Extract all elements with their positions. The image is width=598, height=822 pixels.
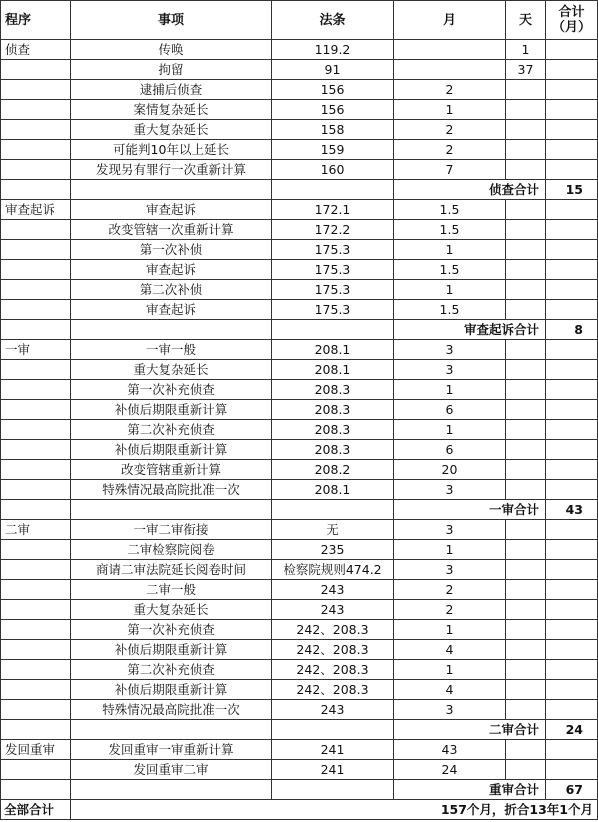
cell-item: 一审一般 [71,340,272,360]
cell-day [506,680,546,700]
cell-procedure: 一审 [1,340,71,360]
cell-item: 二审检察院阅卷 [71,540,272,560]
subtotal-empty-law [272,780,394,800]
table-row [1,600,598,620]
grand-total-value: 157个月，折合13年1个月 [71,800,598,820]
cell-procedure [1,580,71,600]
table-row [1,260,598,280]
cell-item: 第一次补充侦查 [71,380,272,400]
cell-month: 1.5 [394,260,506,280]
subtotal-empty-item [71,320,272,340]
cell-total [546,600,598,620]
cell-procedure [1,640,71,660]
grand-total-row [1,800,598,820]
cell-total [546,520,598,540]
cell-total [546,160,598,180]
subtotal-empty-law [272,720,394,740]
cell-procedure [1,560,71,580]
cell-total [546,760,598,780]
table-row [1,340,598,360]
subtotal-value: 8 [546,320,598,340]
cell-law: 208.2 [272,460,394,480]
cell-day [506,580,546,600]
table-row [1,480,598,500]
cell-procedure [1,280,71,300]
cell-law: 235 [272,540,394,560]
cell-procedure [1,100,71,120]
table-row [1,420,598,440]
cell-law: 208.1 [272,480,394,500]
cell-total [546,100,598,120]
cell-day [506,540,546,560]
cell-law: 175.3 [272,280,394,300]
cell-month: 2 [394,120,506,140]
cell-month: 1.5 [394,220,506,240]
cell-item: 特殊情况最高院批准一次 [71,480,272,500]
cell-law: 检察院规则474.2 [272,560,394,580]
cell-day [506,120,546,140]
cell-day [506,660,546,680]
cell-day [506,620,546,640]
cell-procedure [1,220,71,240]
cell-law: 243 [272,600,394,620]
cell-procedure [1,480,71,500]
cell-law: 208.3 [272,420,394,440]
cell-law: 175.3 [272,240,394,260]
header-law: 法条 [272,1,394,40]
cell-procedure [1,160,71,180]
cell-item: 审查起诉 [71,200,272,220]
cell-item: 传唤 [71,40,272,60]
table-row [1,160,598,180]
table-row [1,620,598,640]
cell-item: 第二次补侦 [71,280,272,300]
table-body [1,40,598,800]
cell-procedure [1,240,71,260]
cell-month: 1.5 [394,200,506,220]
cell-day [506,200,546,220]
cell-total [546,440,598,460]
cell-procedure [1,440,71,460]
cell-law: 156 [272,80,394,100]
cell-procedure [1,760,71,780]
cell-total [546,480,598,500]
subtotal-row [1,780,598,800]
table-row [1,140,598,160]
cell-month: 3 [394,360,506,380]
cell-procedure [1,620,71,640]
cell-item: 第一次补侦 [71,240,272,260]
cell-item: 逮捕后侦查 [71,80,272,100]
cell-month: 4 [394,640,506,660]
cell-day: 37 [506,60,546,80]
cell-month: 3 [394,480,506,500]
cell-day [506,440,546,460]
table-row [1,560,598,580]
cell-day [506,240,546,260]
cell-total [546,660,598,680]
cell-day [506,560,546,580]
subtotal-label: 一审合计 [394,500,546,520]
subtotal-row [1,180,598,200]
cell-month: 20 [394,460,506,480]
cell-month: 6 [394,440,506,460]
cell-law: 175.3 [272,260,394,280]
table-row [1,440,598,460]
cell-law: 241 [272,760,394,780]
cell-law: 241 [272,740,394,760]
cell-procedure [1,80,71,100]
cell-item: 改变管辖一次重新计算 [71,220,272,240]
cell-total [546,200,598,220]
subtotal-empty-procedure [1,500,71,520]
subtotal-empty-law [272,180,394,200]
table-row [1,580,598,600]
cell-month: 2 [394,80,506,100]
table-row [1,380,598,400]
cell-procedure [1,660,71,680]
cell-procedure [1,360,71,380]
cell-law: 242、208.3 [272,640,394,660]
header-total [546,1,598,40]
header-total-line1: 合计 [558,5,585,20]
cell-law: 242、208.3 [272,620,394,640]
table-row [1,760,598,780]
cell-month: 1 [394,660,506,680]
cell-total [546,300,598,320]
cell-law: 208.3 [272,380,394,400]
cell-total [546,80,598,100]
cell-procedure [1,420,71,440]
cell-total [546,120,598,140]
header-row [1,1,598,40]
cell-day [506,600,546,620]
cell-day [506,460,546,480]
cell-item: 重大复杂延长 [71,600,272,620]
cell-law: 172.2 [272,220,394,240]
subtotal-empty-item [71,180,272,200]
cell-item: 案情复杂延长 [71,100,272,120]
cell-item: 审查起诉 [71,260,272,280]
cell-month: 1 [394,240,506,260]
cell-item: 特殊情况最高院批准一次 [71,700,272,720]
cell-law: 172.1 [272,200,394,220]
cell-item: 拘留 [71,60,272,80]
cell-procedure [1,140,71,160]
cell-total [546,460,598,480]
cell-item: 二审一般 [71,580,272,600]
cell-item: 发回重审一审重新计算 [71,740,272,760]
cell-total [546,580,598,600]
cell-item: 发回重审二审 [71,760,272,780]
cell-month: 2 [394,600,506,620]
cell-day: 1 [506,40,546,60]
header-month: 月 [394,1,506,40]
cell-total [546,420,598,440]
table-row [1,80,598,100]
cell-month: 3 [394,520,506,540]
cell-month [394,40,506,60]
cell-month: 1 [394,280,506,300]
cell-procedure [1,540,71,560]
table-row [1,120,598,140]
cell-month: 1 [394,100,506,120]
cell-total [546,560,598,580]
cell-month: 3 [394,560,506,580]
cell-day [506,700,546,720]
cell-law: 208.1 [272,360,394,380]
subtotal-value: 15 [546,180,598,200]
subtotal-empty-law [272,320,394,340]
table-row [1,740,598,760]
cell-law: 160 [272,160,394,180]
cell-procedure [1,300,71,320]
cell-item: 第一次补充侦查 [71,620,272,640]
cell-month: 1 [394,620,506,640]
cell-procedure [1,600,71,620]
cell-item: 商请二审法院延长阅卷时间 [71,560,272,580]
subtotal-row [1,720,598,740]
table-row [1,40,598,60]
cell-law: 158 [272,120,394,140]
subtotal-empty-procedure [1,320,71,340]
cell-law: 243 [272,580,394,600]
cell-day [506,140,546,160]
cell-month: 2 [394,580,506,600]
subtotal-empty-law [272,500,394,520]
cell-day [506,160,546,180]
subtotal-empty-procedure [1,780,71,800]
cell-total [546,260,598,280]
cell-total [546,740,598,760]
subtotal-label: 审查起诉合计 [394,320,546,340]
cell-item: 审查起诉 [71,300,272,320]
cell-day [506,300,546,320]
cell-month: 3 [394,700,506,720]
table-row [1,540,598,560]
cell-total [546,240,598,260]
cell-total [546,220,598,240]
cell-day [506,380,546,400]
subtotal-row [1,320,598,340]
header-day: 天 [506,1,546,40]
cell-procedure [1,400,71,420]
cell-procedure [1,260,71,280]
header-item: 事项 [71,1,272,40]
cell-item: 补侦后期限重新计算 [71,440,272,460]
cell-total [546,360,598,380]
cell-total [546,680,598,700]
table-row [1,460,598,480]
cell-law: 119.2 [272,40,394,60]
subtotal-row [1,500,598,520]
cell-item: 补侦后期限重新计算 [71,400,272,420]
cell-day [506,740,546,760]
cell-item: 重大复杂延长 [71,120,272,140]
subtotal-label: 重审合计 [394,780,546,800]
cell-month: 24 [394,760,506,780]
table-row [1,300,598,320]
cell-law: 208.3 [272,400,394,420]
cell-total [546,700,598,720]
cell-total [546,380,598,400]
table-row [1,280,598,300]
cell-total [546,280,598,300]
cell-day [506,760,546,780]
cell-procedure [1,380,71,400]
cell-day [506,480,546,500]
cell-month: 6 [394,400,506,420]
cell-procedure [1,120,71,140]
cell-law: 208.3 [272,440,394,460]
subtotal-empty-procedure [1,180,71,200]
subtotal-value: 43 [546,500,598,520]
cell-day [506,420,546,440]
table-row [1,640,598,660]
table-row [1,360,598,380]
subtotal-value: 24 [546,720,598,740]
cell-day [506,80,546,100]
table-row [1,660,598,680]
cell-day [506,520,546,540]
cell-total [546,540,598,560]
cell-law: 175.3 [272,300,394,320]
subtotal-empty-item [71,500,272,520]
cell-month [394,60,506,80]
cell-procedure: 二审 [1,520,71,540]
cell-procedure: 发回重审 [1,740,71,760]
cell-day [506,100,546,120]
cell-total [546,340,598,360]
table-row [1,240,598,260]
table-row [1,220,598,240]
cell-month: 1 [394,380,506,400]
cell-month: 3 [394,340,506,360]
table-row [1,400,598,420]
cell-procedure [1,460,71,480]
cell-total [546,60,598,80]
subtotal-empty-item [71,720,272,740]
cell-item: 重大复杂延长 [71,360,272,380]
cell-law: 242、208.3 [272,660,394,680]
table-row [1,520,598,540]
header-total-line2: （月） [551,20,591,35]
cell-procedure [1,680,71,700]
cell-item: 补侦后期限重新计算 [71,680,272,700]
subtotal-empty-procedure [1,720,71,740]
cell-month: 43 [394,740,506,760]
cell-total [546,640,598,660]
cell-month: 2 [394,140,506,160]
header-procedure: 程序 [1,1,71,40]
cell-month: 1 [394,420,506,440]
table-row [1,700,598,720]
cell-law: 208.1 [272,340,394,360]
grand-total-label: 全部合计 [1,800,71,820]
cell-law: 243 [272,700,394,720]
cell-month: 1.5 [394,300,506,320]
cell-item: 第二次补充侦查 [71,420,272,440]
cell-total [546,40,598,60]
cell-day [506,220,546,240]
cell-item: 第二次补充侦查 [71,660,272,680]
cell-day [506,640,546,660]
table-row [1,60,598,80]
cell-procedure: 审查起诉 [1,200,71,220]
cell-day [506,360,546,380]
cell-procedure: 侦查 [1,40,71,60]
cell-total [546,140,598,160]
subtotal-label: 二审合计 [394,720,546,740]
table-row [1,100,598,120]
cell-procedure [1,700,71,720]
table-row [1,200,598,220]
cell-day [506,340,546,360]
cell-month: 1 [394,540,506,560]
cell-item: 改变管辖重新计算 [71,460,272,480]
cell-procedure [1,60,71,80]
cell-item: 补侦后期限重新计算 [71,640,272,660]
cell-law: 无 [272,520,394,540]
cell-law: 91 [272,60,394,80]
cell-total [546,620,598,640]
subtotal-value: 67 [546,780,598,800]
table-row [1,680,598,700]
cell-total [546,400,598,420]
cell-item: 一审二审衔接 [71,520,272,540]
subtotal-label: 侦查合计 [394,180,546,200]
cell-law: 159 [272,140,394,160]
cell-item: 可能判10年以上延长 [71,140,272,160]
cell-month: 7 [394,160,506,180]
subtotal-empty-item [71,780,272,800]
cell-day [506,260,546,280]
cell-day [506,400,546,420]
cell-day [506,280,546,300]
cell-month: 4 [394,680,506,700]
cell-law: 156 [272,100,394,120]
cell-law: 242、208.3 [272,680,394,700]
cell-item: 发现另有罪行一次重新计算 [71,160,272,180]
